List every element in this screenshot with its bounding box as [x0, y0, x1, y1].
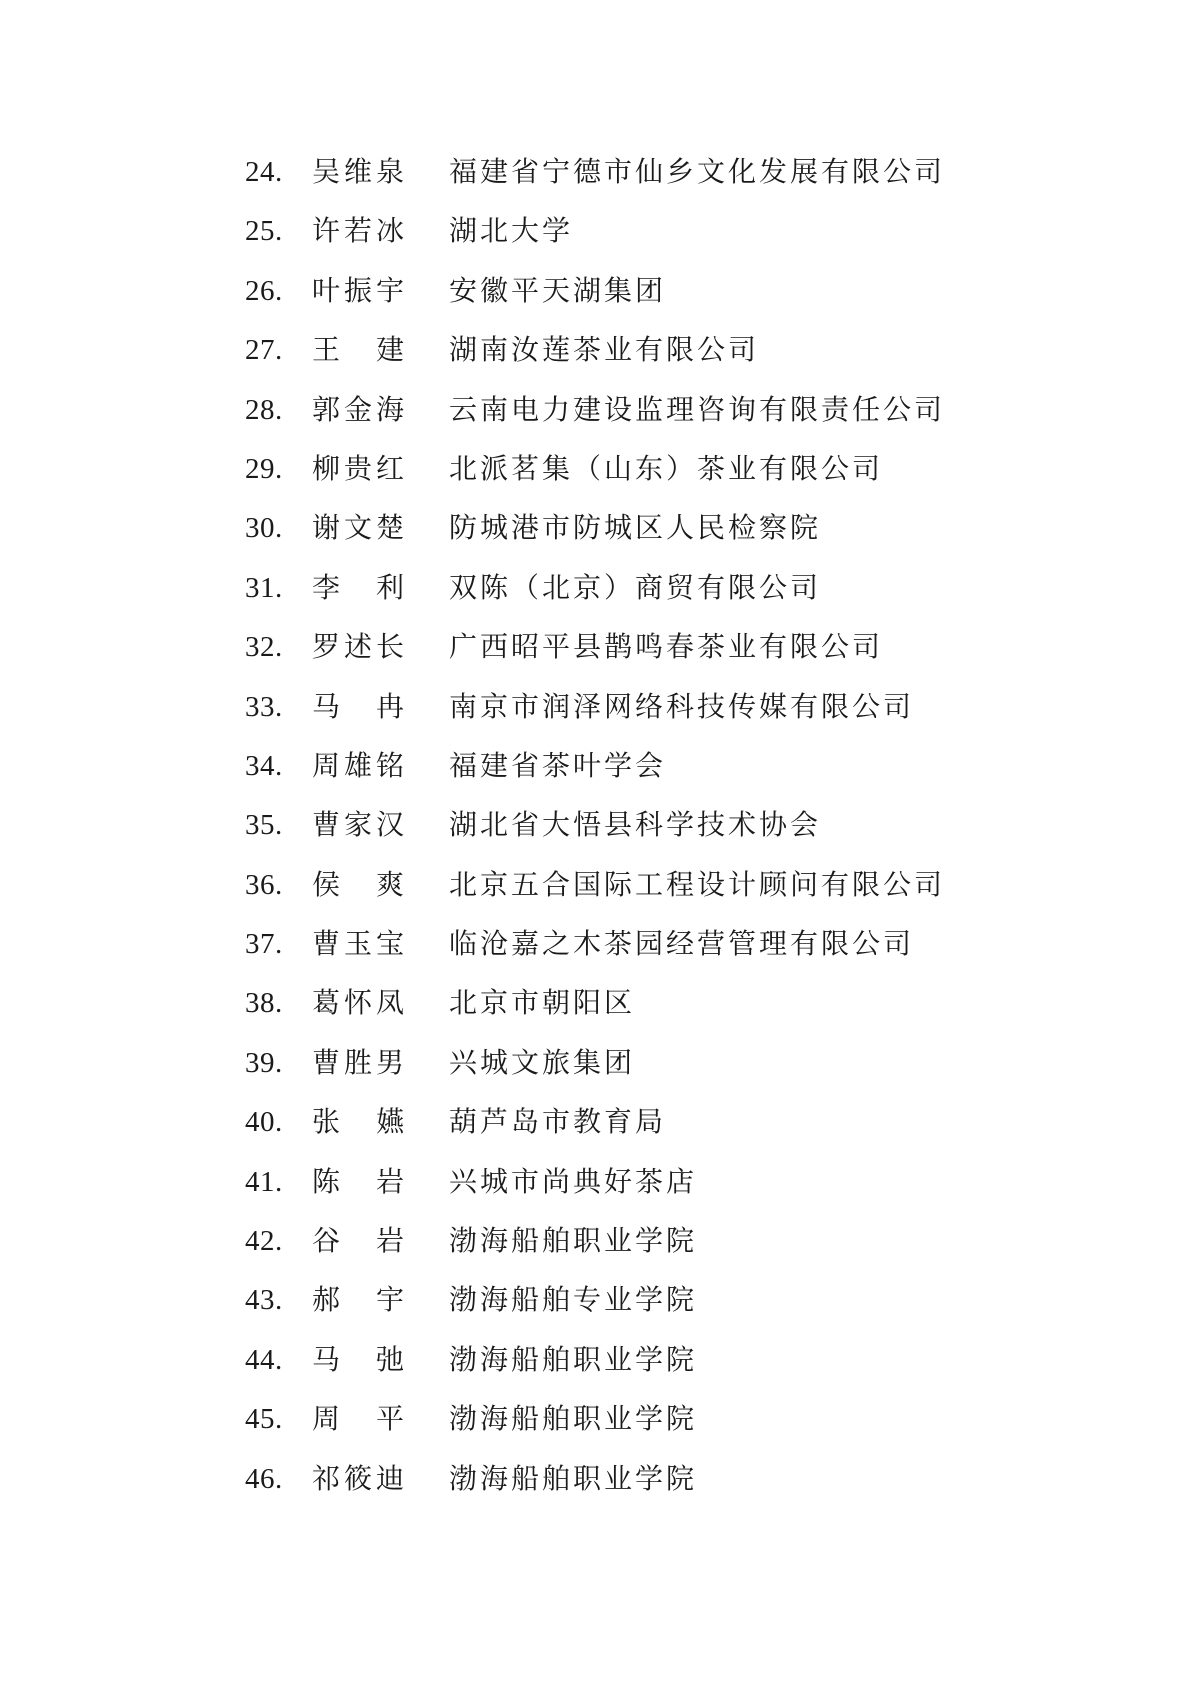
- person-name: 陈 岩: [312, 1164, 404, 1198]
- person-name: 罗 述 长: [312, 630, 404, 664]
- list-item: [0, 687, 1200, 746]
- list-item: [0, 1102, 1200, 1161]
- person-name: 马 弛: [312, 1342, 404, 1376]
- organization: 湖北省大悟县科学技术协会: [449, 808, 822, 842]
- organization: 渤海船舶职业学院: [449, 1342, 698, 1376]
- organization: 渤海船舶专业学院: [449, 1283, 698, 1317]
- item-number: 38.: [245, 987, 283, 1020]
- organization: 渤海船舶职业学院: [449, 1402, 698, 1436]
- person-name: 郝 宇: [312, 1283, 404, 1317]
- item-number: 34.: [245, 749, 283, 782]
- list-item: [0, 983, 1200, 1042]
- item-number: 30.: [245, 512, 283, 545]
- organization: 兴城市尚典好茶店: [449, 1164, 698, 1198]
- person-name: 周 平: [312, 1402, 404, 1436]
- organization: 北京五合国际工程设计顾问有限公司: [449, 867, 946, 901]
- list-item: [0, 390, 1200, 449]
- organization: 福建省宁德市仙乡文化发展有限公司: [449, 155, 946, 188]
- list-item: [0, 568, 1200, 627]
- item-number: 37.: [245, 928, 283, 961]
- item-number: 42.: [245, 1225, 283, 1258]
- item-number: 35.: [245, 809, 283, 842]
- organization: 北派茗集（山东）茶业有限公司: [449, 451, 884, 485]
- organization: 北京市朝阳区: [449, 986, 636, 1020]
- person-name: 侯 爽: [312, 867, 404, 901]
- person-name: 曹 家 汉: [312, 808, 404, 842]
- item-number: 33.: [245, 690, 283, 723]
- item-number: 31.: [245, 571, 283, 604]
- item-number: 40.: [245, 1106, 283, 1139]
- item-number: 44.: [245, 1343, 283, 1376]
- list-item: [0, 1340, 1200, 1399]
- item-number: 28.: [245, 393, 283, 426]
- person-name: 谷 岩: [312, 1224, 404, 1258]
- name-list: [0, 152, 1200, 1518]
- list-item: [0, 924, 1200, 983]
- organization: 南京市润泽网络科技传媒有限公司: [449, 689, 915, 723]
- list-item: [0, 449, 1200, 508]
- person-name: 曹 玉 宝: [312, 927, 404, 961]
- organization: 双陈（北京）商贸有限公司: [449, 570, 822, 604]
- item-number: 32.: [245, 631, 283, 664]
- list-item: [0, 1162, 1200, 1221]
- person-name: 王 建: [312, 333, 404, 367]
- person-name: 叶 振 宇: [312, 273, 404, 307]
- person-name: 马 冉: [312, 689, 404, 723]
- list-item: [0, 152, 1200, 211]
- list-item: [0, 746, 1200, 805]
- organization: 湖北大学: [449, 214, 574, 248]
- person-name: 张 嬿: [312, 1105, 404, 1139]
- list-item: [0, 1221, 1200, 1280]
- item-number: 45.: [245, 1403, 283, 1436]
- organization: 福建省茶叶学会: [449, 748, 667, 782]
- person-name: 李 利: [312, 570, 404, 604]
- person-name: 郭 金 海: [312, 392, 404, 426]
- person-name: 吴 维 泉: [312, 155, 404, 188]
- organization: 防城港市防城区人民检察院: [449, 511, 822, 545]
- list-item: [0, 508, 1200, 567]
- person-name: 许 若 冰: [312, 214, 404, 248]
- person-name: 柳 贵 红: [312, 451, 404, 485]
- list-item: [0, 627, 1200, 686]
- person-name: 曹 胜 男: [312, 1045, 404, 1079]
- item-number: 24.: [245, 156, 283, 188]
- item-number: 27.: [245, 334, 283, 367]
- item-number: 25.: [245, 215, 283, 248]
- organization: 临沧嘉之木茶园经营管理有限公司: [449, 927, 915, 961]
- organization: 广西昭平县鹊鸣春茶业有限公司: [449, 630, 884, 664]
- organization: 湖南汝莲茶业有限公司: [449, 333, 760, 367]
- list-item: [0, 865, 1200, 924]
- organization: 渤海船舶职业学院: [449, 1461, 698, 1495]
- item-number: 26.: [245, 274, 283, 307]
- item-number: 46.: [245, 1462, 283, 1495]
- item-number: 43.: [245, 1284, 283, 1317]
- item-number: 39.: [245, 1046, 283, 1079]
- list-item: [0, 1280, 1200, 1339]
- item-number: 41.: [245, 1165, 283, 1198]
- organization: 葫芦岛市教育局: [449, 1105, 667, 1139]
- list-item: [0, 211, 1200, 270]
- organization: 渤海船舶职业学院: [449, 1224, 698, 1258]
- item-number: 36.: [245, 868, 283, 901]
- list-item: [0, 271, 1200, 330]
- person-name: 周 雄 铭: [312, 748, 404, 782]
- organization: 兴城文旅集团: [449, 1045, 636, 1079]
- organization: 云南电力建设监理咨询有限责任公司: [449, 392, 946, 426]
- item-number: 29.: [245, 452, 283, 485]
- person-name: 谢 文 楚: [312, 511, 404, 545]
- list-item: [0, 1399, 1200, 1458]
- organization: 安徽平天湖集团: [449, 273, 667, 307]
- list-item: [0, 805, 1200, 864]
- list-item: [0, 1459, 1200, 1518]
- person-name: 葛 怀 凤: [312, 986, 404, 1020]
- person-name: 祁 筱 迪: [312, 1461, 404, 1495]
- list-item: [0, 1043, 1200, 1102]
- list-item: [0, 330, 1200, 389]
